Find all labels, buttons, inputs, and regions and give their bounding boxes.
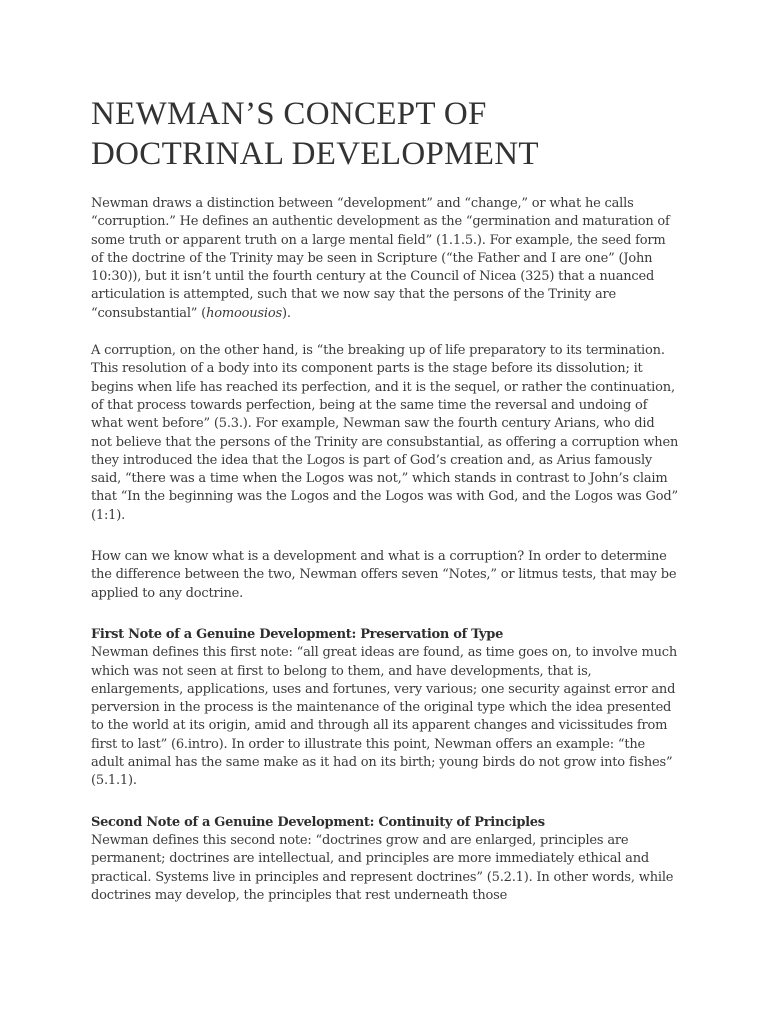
section-heading: Second Note of a Genuine Development: Continuity of Principles [91,814,545,830]
section-body: Newman defines this second note: “doctrines grow and are enlarged, principles are permanent; doctrines are intellectual, and principles are more immediately ethical and practical. Systems live in principles and represent doctrines” (5.2.1). In other words, while doctrines may develop, the principles that rest underneath those [91,832,674,903]
document-title: NEWMAN’S CONCEPT OF DOCTRINAL DEVELOPMENT [91,96,539,172]
section-second-note [91,814,679,905]
corruption-paragraph: A corruption, on the other hand, is “the breaking up of life preparatory to its termination. This resolution of a body into its component parts is the stage before its dissolution; it begins when life has reached its perfection, and it is the sequel, or rather the continuation, of that process towards perfection, being at the same time the reversal and undoing of what went before” (5.3.). For example, Newman saw the fourth century Arians, who did not believe that the persons of the Trinity are consubstantial, as offering a corruption when they introduced the idea that the Logos is part of God’s creation and, as Arius famously said, “there was a time when the Logos was not,” which stands in contrast to John’s claim that “In the beginning was the Logos and the Logos was with God, and the Logos was God” (1:1). [91,343,679,523]
section-heading: First Note of a Genuine Development: Preservation of Type [91,626,504,642]
intro-paragraph [91,195,679,323]
intro-text-end: ). [281,305,291,321]
document-page [91,94,679,928]
question-paragraph: How can we know what is a development and what is a corruption? In order to determine the difference between the two, Newman offers seven “Notes,” or litmus tests, that may be applied to any doctrine. [91,549,677,601]
intro-text: Newman draws a distinction between “development” and “change,” or what he calls “corruption.” He defines an authentic development as the “germination and maturation of some truth or apparent truth on a large mental field” (1.1.5.). For example, the seed form of the doctrine of the Trinity may be seen in Scripture (“the Father and I are one” (John 10:30)), but it isn’t until the fourth century at the Council of Nicea (325) that a nuanced articulation is attempted, such that we now say that the persons of the Trinity are “consubstantial” ( [91,196,670,321]
section-body: Newman defines this first note: “all great ideas are found, as time goes on, to involve much which was not seen at first to belong to them, and have developments, that is, enlargements, applications, uses and fortunes, very various; one security against error and perversion in the process is the maintenance of the original type which the idea presented to the world at its origin, amid and through all its apparent changes and vicissitudes from first to last” (6.intro). In order to illustrate this point, Newman offers an example: “the adult animal has the same make as it had on its birth; young birds do not grow into fishes” (5.1.1). [91,645,678,789]
greek-term: homoousios [206,305,282,321]
section-first-note [91,626,679,791]
